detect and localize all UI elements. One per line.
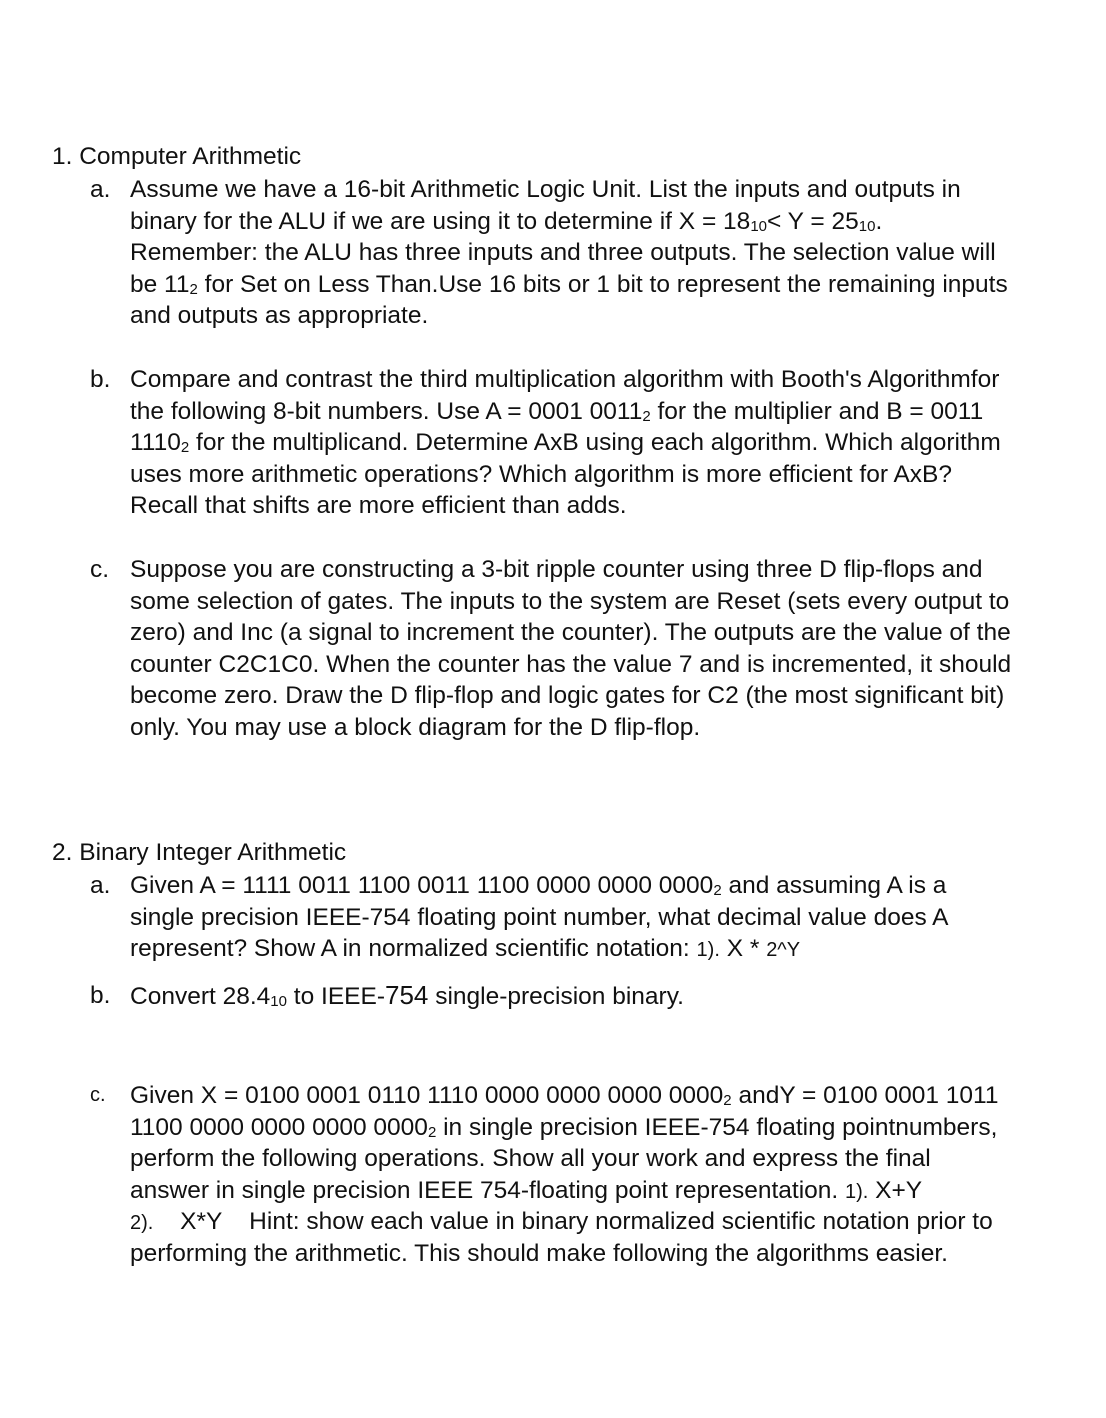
text-line: Given X = 0100 0001 0110 1110 0000 0000 0000 00002 andY = 0100 0001 1011 xyxy=(130,1082,999,1109)
question-text xyxy=(130,870,1085,965)
text-line: and outputs as appropriate. xyxy=(130,302,429,329)
text-line: some selection of gates. The inputs to the system are Reset (sets every output to xyxy=(130,587,1010,615)
item-letter: b. xyxy=(90,982,111,1009)
text-line: represent? Show A in normalized scientific notation: 1). X * 2^Y xyxy=(130,935,801,962)
text-line: Remember: the ALU has three inputs and three outputs. The selection value will xyxy=(130,239,996,266)
base-subscript: 2 xyxy=(642,407,651,425)
text-line: performing the arithmetic. This should make following the algorithms easier. xyxy=(130,1239,948,1267)
question-1b xyxy=(90,364,1085,522)
base-subscript: 2 xyxy=(427,1123,437,1141)
question-text xyxy=(130,364,1085,522)
text-line: uses more arithmetic operations? Which algorithm is more efficient for AxB? xyxy=(130,460,953,488)
question-text xyxy=(130,980,1085,1012)
base-subscript: 2 xyxy=(723,1092,732,1109)
text-line: 2). X*Y Hint: show each value in binary normalized scientific notation prior to xyxy=(130,1208,993,1235)
item-letter: a. xyxy=(90,872,111,899)
text-line: Given A = 1111 0011 1100 0011 1100 0000 0000 00002 and assuming A is a xyxy=(130,872,947,899)
text-line: Convert 28.410 to IEEE-754 single-precision binary. xyxy=(130,980,684,1010)
question-1a xyxy=(90,174,1085,332)
question-2c xyxy=(90,1080,1085,1269)
text-line: single precision IEEE-754 floating point number, what decimal value does A xyxy=(130,903,949,931)
text-line: Suppose you are constructing a 3-bit ripple counter using three D flip-flops and xyxy=(130,556,983,583)
text-line: 1100 0000 0000 0000 00002 in single precision IEEE-754 floating pointnumbers, xyxy=(130,1113,998,1141)
base-subscript: 2 xyxy=(180,439,190,456)
text-line: perform the following operations. Show all your work and express the final xyxy=(130,1145,931,1172)
text-line: zero) and Inc (a signal to increment the counter). The outputs are the value of the xyxy=(130,619,1011,646)
text-line: the following 8-bit numbers. Use A = 0001 00112 for the multiplier and B = 0011 xyxy=(130,397,984,425)
text-line: Compare and contrast the third multiplication algorithm with Booth's Algorithmfor xyxy=(130,366,1000,393)
item-letter: c. xyxy=(90,1084,106,1106)
question-text xyxy=(130,1080,1085,1269)
text-line: become zero. Draw the D flip-flop and logic gates for C2 (the most significant bit) xyxy=(130,682,1005,709)
item-letter: a. xyxy=(90,176,111,203)
base-subscript: 2 xyxy=(713,882,722,899)
text-line: only. You may use a block diagram for the D flip-flop. xyxy=(130,713,701,741)
question-2a xyxy=(90,870,1085,965)
text-line: binary for the ALU if we are using it to determine if X = 1810< Y = 2510. xyxy=(130,207,883,235)
item-letter: c. xyxy=(90,556,110,583)
question-text xyxy=(130,554,1085,743)
base-subscript: 10 xyxy=(270,993,287,1010)
item-letter: b. xyxy=(90,366,111,393)
question-2b xyxy=(90,980,1085,1012)
text-line: counter C2C1C0. When the counter has the value 7 and is incremented, it should xyxy=(130,650,1012,678)
text-line: Assume we have a 16-bit Arithmetic Logic Unit. List the inputs and outputs in xyxy=(130,176,961,203)
question-1c xyxy=(90,554,1085,743)
text-line: be 112 for Set on Less Than.Use 16 bits or 1 bit to represent the remaining inputs xyxy=(130,270,1008,298)
base-subscript: 2 xyxy=(189,280,198,298)
base-subscript: 10 xyxy=(750,217,767,235)
section-2-title: 2. Binary Integer Arithmetic xyxy=(52,839,347,866)
question-text xyxy=(130,174,1085,332)
base-subscript: 10 xyxy=(858,217,876,235)
text-line: 11102 for the multiplicand. Determine AxB using each algorithm. Which algorithm xyxy=(130,429,1001,456)
text-line: answer in single precision IEEE 754-floating point representation. 1). X+Y xyxy=(130,1176,923,1204)
section-1-title: 1. Computer Arithmetic xyxy=(52,143,302,170)
text-line: Recall that shifts are more efficient than adds. xyxy=(130,492,627,519)
